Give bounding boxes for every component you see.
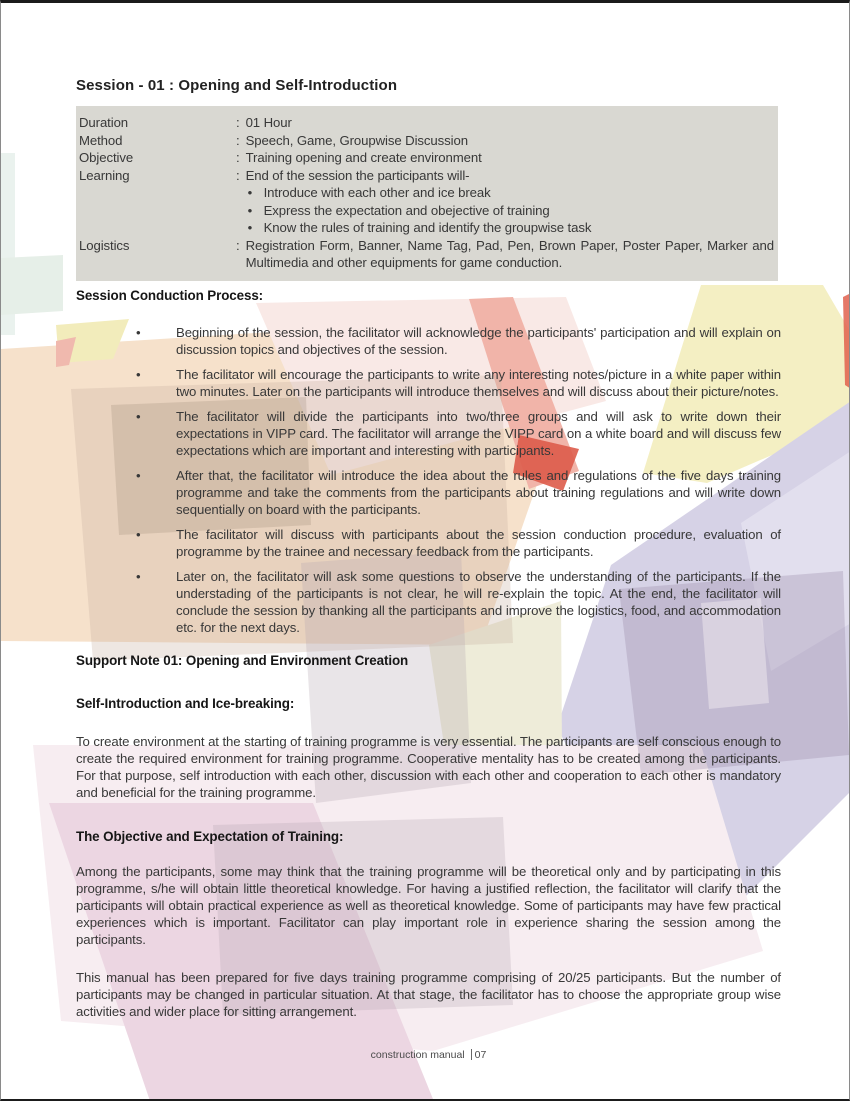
info-row-method (79, 132, 774, 150)
learning-bullet: • Express the expectation and obejective of training (246, 202, 774, 220)
info-label: Objective (79, 150, 134, 165)
colon-separator: : (236, 132, 240, 148)
closing-paragraph: This manual has been prepared for five days training programme comprising of 20/25 participants. But the number of participants may be changed in particular situation. At that stage, the facilitator has to choose the appropriate group wise activities and wider place for sitting arrangement. (76, 970, 781, 1019)
bullet-item: • The facilitator will divide the participants into two/three groups and will ask to write down their expectations in VIPP card. The facilitator will arrange the VIPP card on a white board and will discuss few expectations which are important and interesting with participants. (76, 408, 781, 459)
ice-breaking-paragraph: To create environment at the starting of training programme is very essential. The participants are self conscious enough to create the required environment for training programme. Cooperative mentality has to be created among the participants. For that purpose, self introduction with each other, discussion with each other and cooperation to each other is mandatory and beneficial for the training programme. (76, 734, 781, 800)
footer-divider (471, 1049, 472, 1060)
info-row-logistics (79, 237, 774, 272)
info-row-learning (79, 167, 774, 237)
objective-expectation-paragraph: Among the participants, some may think that the training programme will be theoretical only and by participating in this programme, s/he will obtain little theoretical knowledge. For having a justified reflection, the facilitator will clarify that the participants will obtain practical experience as well as theoretical knowledge. Some of participants may have few practical experiences which is important. Facilitator can play important role in experience sharing the session among the participants. (76, 864, 781, 947)
info-value: Training opening and create environment (245, 150, 482, 165)
session-info-table (76, 106, 778, 281)
page-content (1, 3, 850, 1101)
info-value: Speech, Game, Groupwise Discussion (245, 132, 468, 148)
colon-separator: : (236, 115, 240, 130)
learning-intro: End of the session the participants will- (245, 167, 470, 183)
conduction-heading: Session Conduction Process: (76, 288, 264, 303)
bullet-item: • The facilitator will encourage the participants to write any interesting notes/picture in a white paper within two minutes. Later on the participants will introduce themselves and will discuss about their picture/notes. (76, 366, 781, 400)
info-label: Logistics (79, 237, 130, 253)
bullet-item: • The facilitator will discuss with participants about the session conduction procedure, evaluation of programme by the trainee and necessary feedback from the participants. (76, 526, 781, 560)
info-label: Learning (79, 167, 130, 183)
info-value: Registration Form, Banner, Name Tag, Pad, Pen, Brown Paper, Poster Paper, Marker and Multimedia and other equipments for game conduction. (245, 237, 774, 270)
bullet-item: • After that, the facilitator will introduce the idea about the rules and regulations of the five days training programme and take the comments from the participants about training regulations and will write down sequentially on board with the participants. (76, 467, 781, 518)
conduction-bullet-list (76, 324, 781, 644)
learning-bullet: • Introduce with each other and ice break (246, 184, 774, 202)
support-note-heading: Support Note 01: Opening and Environment Creation (76, 653, 409, 668)
bullet-item: • Later on, the facilitator will ask some questions to observe the understanding of the participants. If the understading of the participants is not clear, he will re-explain the topic. At the end, the facilitator will conclude the session by thanking all the participants and improve the logistics, food, and accommodation etc. for the next days. (76, 568, 781, 636)
footer-page-number: 07 (474, 1049, 487, 1061)
session-title: Session - 01 : Opening and Self-Introduction (76, 77, 398, 94)
objective-expectation-heading: The Objective and Expectation of Training: (76, 829, 344, 844)
info-label: Method (79, 132, 123, 148)
ice-breaking-heading: Self-Introduction and Ice-breaking: (76, 696, 295, 711)
bullet-item: • Beginning of the session, the facilitator will acknowledge the participants' participation and will explain on discussion topics and objectives of the session. (76, 324, 781, 358)
learning-bullet: • Know the rules of training and identify the groupwise task (246, 219, 774, 237)
info-value (246, 167, 774, 237)
colon-separator: : (236, 167, 240, 183)
page-footer (76, 1049, 781, 1061)
info-label: Duration (79, 115, 129, 130)
info-value: 01 Hour (245, 115, 292, 130)
footer-manual-label: construction manual (370, 1049, 465, 1061)
info-row-objective (79, 149, 774, 167)
info-row-duration (79, 114, 774, 132)
colon-separator: : (236, 150, 240, 165)
colon-separator: : (236, 237, 240, 253)
